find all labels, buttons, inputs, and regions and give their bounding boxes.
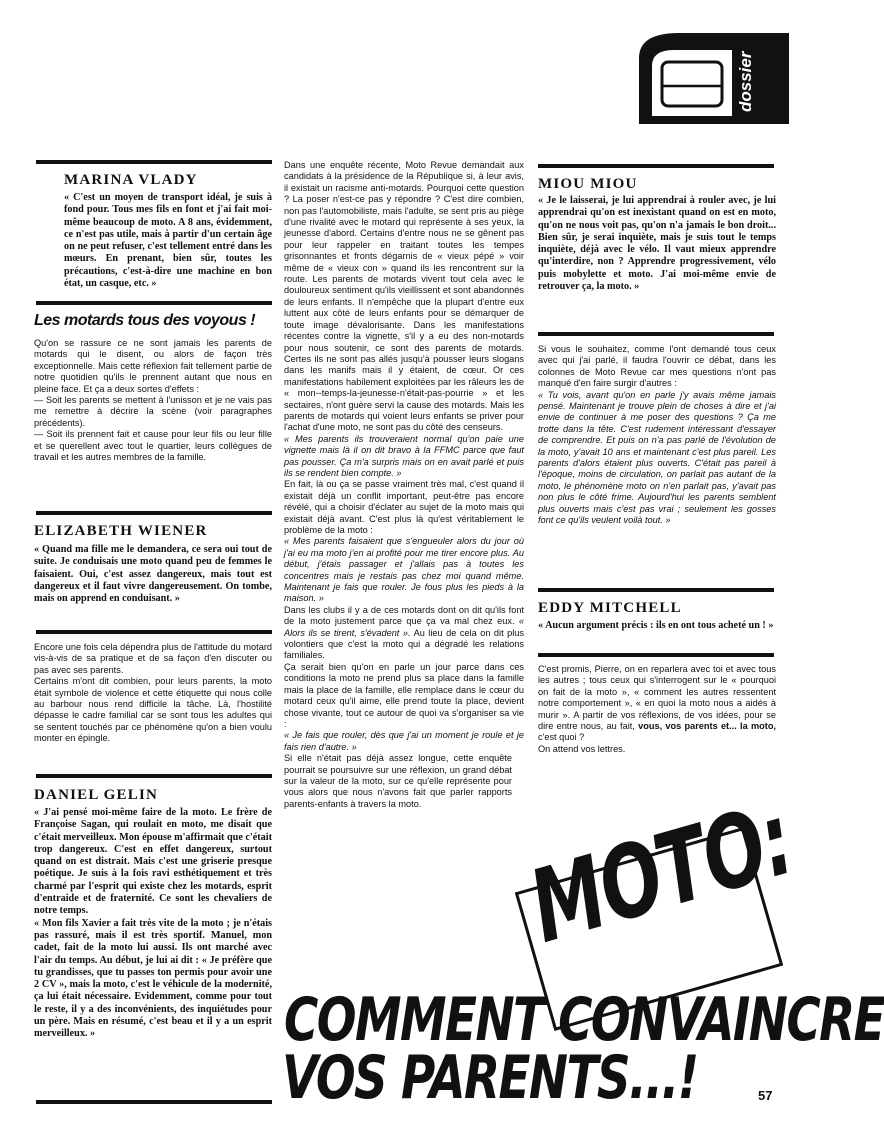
interview-quote: « Mes parents ils trouveraient normal qu'on paie une vignette mais là il on dit bravo à la FFMC parce que faut pas pousser. Ça m'a surpris mais on en avait parlé et puis ils se rendent bien compte. » (284, 433, 524, 478)
vlady-name: MARINA VLADY (64, 172, 198, 188)
paragraph: Dans une enquête récente, Moto Revue demandait aux candidats à la présidence de la République si, à leur avis, il existait un racisme anti-motards. Pourquoi cette question ? La poser n'est-ce pas y répondre ? C'est dire combien, non pas l'automobiliste, mais l'adulte, se sent pris au piège d'une rivalité avec le motard qui représente à ses yeux, la jeunesse d'abord. Certains d'entre nous ne se gênent pas pour leur rappeler en traitant toutes les tempes grisonnantes et fronts dégarnis de « vieux pépé » voir même de « vieux con » quand ils les rencontrent sur la route. Les parents de motards vivent tout cela avec le douloureux sentiment qu'ils vieillissent et sont abandonnés de leurs enfants. Il n'empêche que la plupart d'entre eux luttent aux côté de leurs enfants pour se démarquer de toute image dévalorisante. Dans les manifestations récentes contre la vignette, s'il y a eu des non-motards pour nous soutenir, ce sont des parents de motards. Certes ils ne sont pas allés jusqu'à pousser leurs slogans dans les manifs mais il y étaient, de cœur. Or ces manifestations habilement exploitées par les râleurs les de « mon--temps-la-jeunesse-n'était-pas-pourrie » et les sectaires, n'ont guère servi la cause des motards. Mais les parents de motards qui voient leurs enfants se priver pour l'achat d'une moto, ne sont pas du côté des censeurs. (284, 160, 524, 433)
text: Dans les clubs il y a de ces motards dont on dit qu'ils font de la moto justement parce que ça va mal chez eux. (284, 604, 524, 627)
text: c'est quoi ? (538, 732, 585, 743)
rule (538, 588, 774, 592)
rule (538, 653, 774, 657)
rule (538, 164, 774, 168)
section1-text (34, 338, 272, 463)
mitchell-quote: « Aucun argument précis : ils en ont tous acheté un ! » (538, 620, 774, 631)
column3-closing (538, 664, 776, 755)
text: C'est promis, Pierre, on en reparlera avec toi et avec tous les autres ; tous ceux qui s'interrogent sur le « pourquoi on fait de la moto », « comment les autres ressentent notre comportement », « en quoi la moto nous a aidés à murir ». A partir de vos réflexions, de vos idées, pour se dire entre nous, au fait, (538, 664, 776, 732)
dossier-badge (634, 28, 794, 128)
rule (36, 301, 272, 305)
headline-line2: VOS PARENTS...! (282, 1043, 698, 1113)
column2-text (284, 160, 524, 810)
paragraph: Encore une fois cela dépendra plus de l'attitude du motard vis-à-vis de sa pratique et de sa façon d'en discuter ou pas avec ses parents. (34, 642, 272, 675)
mitchell-name: EDDY MITCHELL (538, 600, 682, 616)
paragraph: Ça serait bien qu'on en parle un jour parce dans ces conditions la moto ne prend plus sa place dans la famille mais la place de la famille, elle remplace dans le cœur du motard ceux qu'il aime, elle prend toute la place, devient chose vivante, tout ce autour de quoi va s'organiser sa vie : (284, 661, 524, 729)
interview-quote: « Je fais que rouler, dès que j'ai un moment je roule et je fais rien d'autre. » (284, 730, 524, 752)
rule (36, 511, 272, 515)
paragraph: En fait, là ou ça se passe vraiment très mal, c'est quand il existait déjà un conflit important, peut-être pas encore révélé, qui a choisir d'éclater au sujet de la moto mais qui existait déjà avant. C'est plus là qu'est véritablement le problème de la moto : (284, 479, 524, 535)
paragraph (538, 664, 776, 744)
moto-title: MOTO: (517, 780, 805, 966)
paragraph (284, 605, 524, 662)
gelin-quote (34, 807, 272, 1041)
paragraph: On attend vos lettres. (538, 743, 626, 754)
wiener-name: ELIZABETH WIENER (34, 523, 208, 539)
text: vous, vos parents et... la moto, (638, 721, 776, 732)
column3-text (538, 344, 776, 527)
interview-quote: « Mes parents faisaient que s'engueuler alors du jour où j'ai eu ma moto j'en ai profité pour me tirer encore plus. Au début, j'étais passager et j'allais pas à toutes les concentres mais je restais pas chez moi quand même. Maintenant je fais que rouler. Je fous plus les pieds à la maison. » (284, 536, 524, 604)
headline-line1: COMMENT CONVAINCRE (284, 985, 884, 1055)
paragraph: — Soit les parents se mettent à l'unisson et je ne vais pas me remettre à décrire la scène (voir paragraphes précédents). (34, 395, 272, 428)
section2-text (34, 642, 272, 745)
text: « Alors ils se tirent, s'évadent ». (284, 616, 524, 638)
paragraph: « J'ai pensé moi-même faire de la moto. Le frère de Françoise Sagan, qui roulait en moto, me disait que c'était merveilleux. Mon épouse m'affirmait que c'était trop dangereux. C'est en effet dangereux, surtout quand on est distrait. Mais c'est une griserie presque poétique. Je suis à la fois ravi esthétiquement et très charmé par l'esprit qui existe chez les motards, esprit d'entraide et de fraternité. Ce sont les chevaliers de notre temps. (34, 807, 272, 917)
paragraph: Certains m'ont dit combien, pour leurs parents, la moto était symbole de violence et cette étiquette qui nous colle au barbour nous rend difficile la tâche. Là, l'hostilité dépasse le cadre familial car se sont tous les adultes qui se sentent touchés par ce phénomène qu'on a bien voulu monter en épingle. (34, 676, 272, 744)
section-heading: Les motards tous des voyous ! (34, 312, 256, 329)
rule (36, 1100, 272, 1104)
miou-name: MIOU MIOU (538, 176, 638, 192)
paragraph: — Soit ils prennent fait et cause pour leur fils ou leur fille et se querellent avec tout le quartier, leurs collègues de travail et les autres membres de la famille. (34, 429, 272, 463)
page-number: 57 (758, 1088, 773, 1103)
rule (538, 332, 774, 336)
helmet-icon (634, 28, 794, 128)
paragraph: « Mon fils Xavier a fait très vite de la moto ; je n'étais pas rassuré, mais il est très sportif. Manuel, mon cadet, fait de la moto lui aussi. Ils ont marché avec l'air du temps. Au début, je lui ai dit : « Je préfère que tu grandisses, que tu passes ton permis pour avoir une 2 CV », mais la moto, c'est le véhicule de la modernité, ça lui était nécessaire. Evidemment, comme pour tout le reste, il y a des inconvénients, des inquiétudes pour un père. Mais en résumé, c'est beau et il y a un esprit merveilleux. » (34, 917, 272, 1040)
paragraph: Si vous le souhaitez, comme l'ont demandé tous ceux avec qui j'ai parlé, il faudra l'ouvrir ce débat, dans les colonnes de Moto Revue car mes questions n'ont pas manqué d'en faire surgir d'autres : (538, 344, 776, 389)
paragraph: Qu'on se rassure ce ne sont jamais les parents de motards qui le disent, ou alors de façon très exceptionnelle. Mais cette réflexion fait tellement partie de notre quotidien qu'ils le prennent autant que nous en pleine face. Et ça a deux sortes d'effets : (34, 338, 272, 394)
rule (36, 774, 272, 778)
rule (36, 630, 272, 634)
paragraph: Si elle n'était pas déjà assez longue, cette enquête pourrait se poursuivre sur une réflexion, un grand débat sur la valeur de la moto, sur ce qu'elle représente pour vous alors que nous n'avons fait que parler rapports parents-enfants à travers la moto. (284, 753, 512, 809)
gelin-name: DANIEL GELIN (34, 787, 159, 803)
wiener-quote: « Quand ma fille me le demandera, ce sera oui tout de suite. Je conduisais une moto quand peu de femmes le faisaient. Oui, c'est assez dangereux, mais tout est dangereux et il faut vivre dangereusement. On tombe, mais on apprend en conduisant. » (34, 544, 272, 605)
rule (36, 160, 272, 164)
interview-quote: « Tu vois, avant qu'on en parle j'y avais même jamais pensé. Maintenant je trouve plein de choses à dire et j'ai envie de continuer à me poser des questions ? Ça me trotte dans la tête. C'est rudement intéressant d'essayer de comprendre. Et puis on n'a pas parlé de l'évolution de la moto, y'avait 10 ans et maintenant c'est plus pareil. Les parents d'alors étaient plus ouverts. C'était pas pareil à l'époque, moins de circulation, on parlait pas autant de la moto, le phénomène moto on n'en parlait pas, y'avait pas non plus le côté frime. Aujourd'hui les parents semblent plus ouverts mais c'est pas vrai ; seulement les gosses font ce qu'ils veulent voilà tout. » (538, 389, 776, 526)
text: Au lieu de cela on dit plus volontiers que c'est la moto qui a dégradé les relations familiales. (284, 627, 525, 661)
miou-quote: « Je le laisserai, je lui apprendrai à rouler avec, je lui apprendrai qu'on est inexistant quand on est en moto, qu'on ne nous voit pas, qu'on n'a jamais le bon droit... Bien sûr, je serai inquiète, mais je suis tout le temps inquiète, déjà avec le vélo. Il vaut mieux apprendre qu'interdire, non ? Apprendre progressivement, vélo puis mobylette et moto. J'ai moi-même envie de retrouver ça, la moto. » (538, 195, 776, 293)
dossier-label: dossier (736, 51, 755, 112)
vlady-quote: « C'est un moyen de transport idéal, je suis à fond pour. Tous mes fils en font et j'ai fait moi-même beaucoup de moto. A 8 ans, évidemment, ce n'est pas utile, mais à partir d'un certain âge on ne peut refuser, c'est tellement entré dans les mœurs. En prenant, bien sûr, toutes les précautions, c'est-à-dire une machine en bon état, un casque, etc. » (64, 192, 272, 290)
